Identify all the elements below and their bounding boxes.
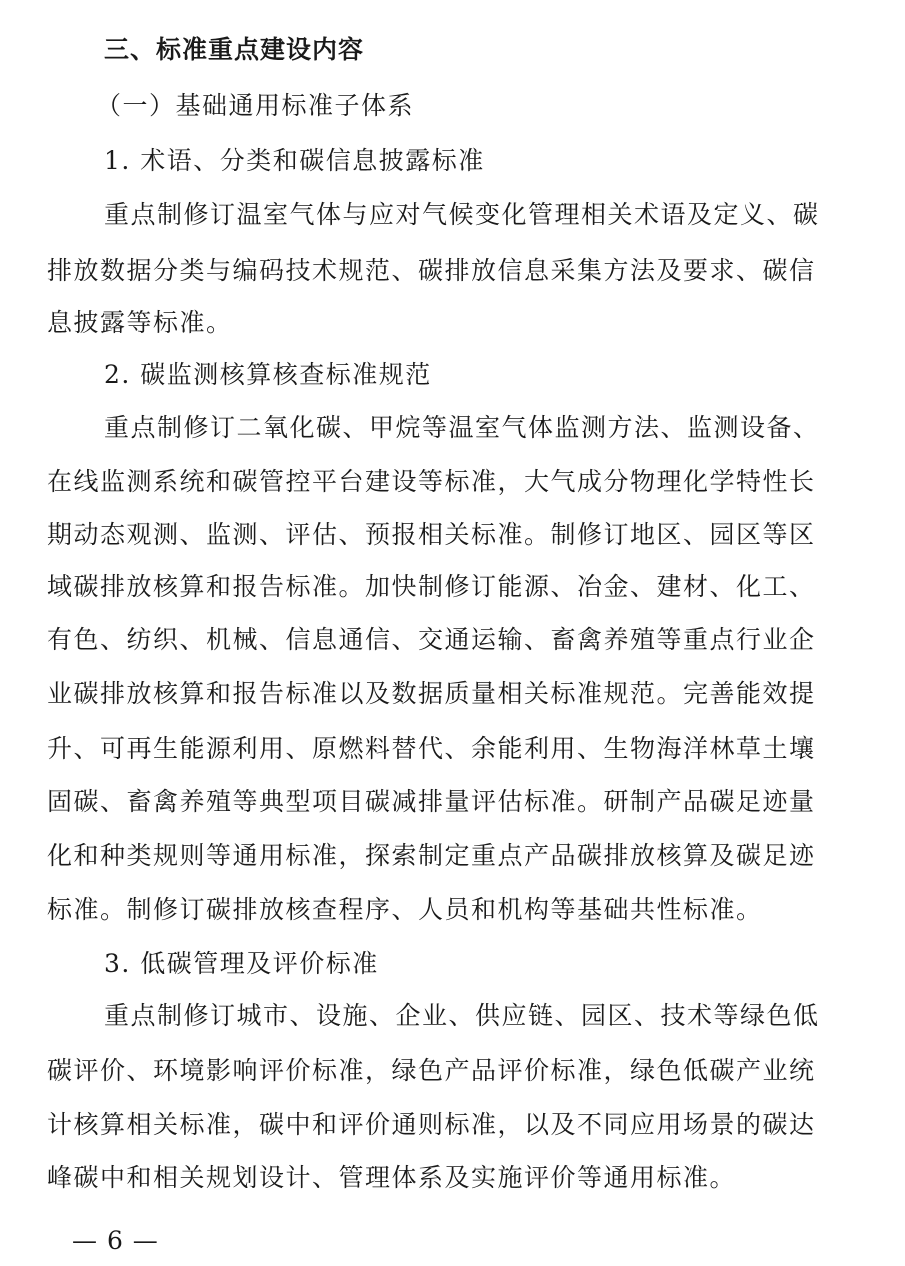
item-3-line-2: 碳评价、环境影响评价标准，绿色产品评价标准，绿色低碳产业统 xyxy=(47,1056,816,1085)
item-3-title: 3. 低碳管理及评价标准 xyxy=(104,949,379,978)
section-heading: 三、标准重点建设内容 xyxy=(104,35,365,64)
item-2-line-8: 固碳、畜禽养殖等典型项目碳减排量评估标准。研制产品碳足迹量 xyxy=(47,787,816,816)
item-2-line-1: 重点制修订二氧化碳、甲烷等温室气体监测方法、监测设备、 xyxy=(104,413,820,442)
item-2-line-5: 有色、纺织、机械、信息通信、交通运输、畜禽养殖等重点行业企 xyxy=(47,625,816,654)
item-2-line-10: 标准。制修订碳排放核查程序、人员和机构等基础共性标准。 xyxy=(47,895,763,924)
item-2-line-3: 期动态观测、监测、评估、预报相关标准。制修订地区、园区等区 xyxy=(47,520,816,549)
item-1-line-3: 息披露等标准。 xyxy=(47,308,233,337)
item-2-line-4: 域碳排放核算和报告标准。加快制修订能源、冶金、建材、化工、 xyxy=(47,572,816,601)
subsection-heading: （一）基础通用标准子体系 xyxy=(96,91,415,120)
item-3-line-3: 计核算相关标准，碳中和评价通则标准，以及不同应用场景的碳达 xyxy=(47,1110,816,1139)
item-2-line-2: 在线监测系统和碳管控平台建设等标准，大气成分物理化学特性长 xyxy=(47,467,816,496)
item-2-title: 2. 碳监测核算核查标准规范 xyxy=(104,360,432,389)
item-2-line-6: 业碳排放核算和报告标准以及数据质量相关标准规范。完善能效提 xyxy=(47,679,816,708)
item-3-line-1: 重点制修订城市、设施、企业、供应链、园区、技术等绿色低 xyxy=(104,1001,820,1030)
item-2-line-7: 升、可再生能源利用、原燃料替代、余能利用、生物海洋林草土壤 xyxy=(47,734,816,763)
item-2-line-9: 化和种类规则等通用标准，探索制定重点产品碳排放核算及碳足迹 xyxy=(47,841,816,870)
item-3-line-4: 峰碳中和相关规划设计、管理体系及实施评价等通用标准。 xyxy=(47,1163,737,1192)
page-number: — 6 — xyxy=(72,1226,159,1255)
item-1-line-1: 重点制修订温室气体与应对气候变化管理相关术语及定义、碳 xyxy=(104,200,820,229)
item-1-title: 1. 术语、分类和碳信息披露标准 xyxy=(104,146,485,175)
item-1-line-2: 排放数据分类与编码技术规范、碳排放信息采集方法及要求、碳信 xyxy=(47,256,816,285)
